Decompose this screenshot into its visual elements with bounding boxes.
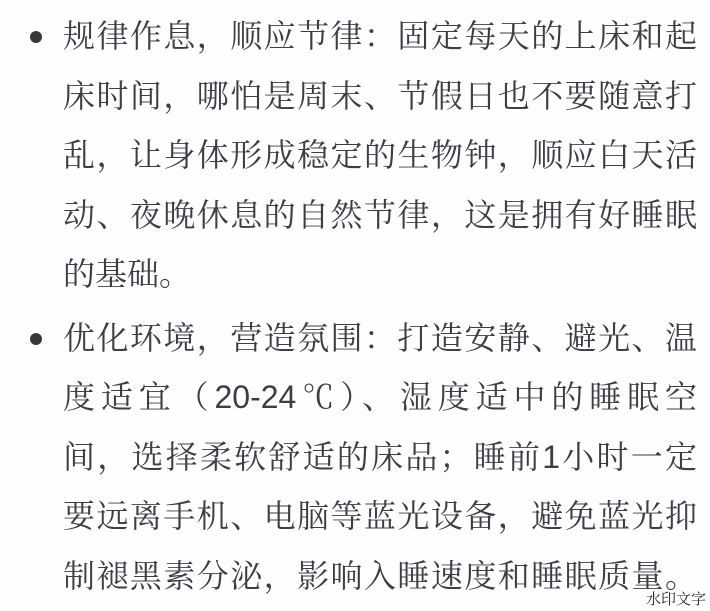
text-line: 乱，让身体形成稳定的生物钟，顺应白天活 bbox=[63, 137, 697, 173]
text-line: 间，选择柔软舒适的床品；睡前1小时一定 bbox=[63, 438, 697, 475]
text-line: 规律作息，顺应节律：固定每天的上床和起 bbox=[63, 18, 697, 54]
bullet-list bbox=[63, 7, 697, 610]
text-line: 制褪黑素分泌，影响入睡速度和睡眠质量。 bbox=[63, 557, 697, 594]
text-line: 的基础。 bbox=[63, 256, 192, 292]
text-line: 动、夜晚休息的自然节律，这是拥有好睡眠 bbox=[63, 196, 697, 233]
text-line: 床时间，哪怕是周末、节假日也不要随意打 bbox=[63, 77, 697, 114]
list-item bbox=[63, 7, 697, 305]
watermark-text: 水印文字 bbox=[645, 590, 706, 608]
bullet-icon bbox=[30, 31, 42, 43]
text-line: 优化环境，营造氛围：打造安静、避光、温 bbox=[63, 319, 697, 356]
text-line: 度适宜（20-24℃）、湿度适中的睡眠空 bbox=[63, 379, 697, 415]
bullet-icon bbox=[30, 333, 42, 345]
text-line: 要远离手机、电脑等蓝光设备，避免蓝光抑 bbox=[63, 498, 697, 534]
list-item bbox=[63, 309, 697, 607]
